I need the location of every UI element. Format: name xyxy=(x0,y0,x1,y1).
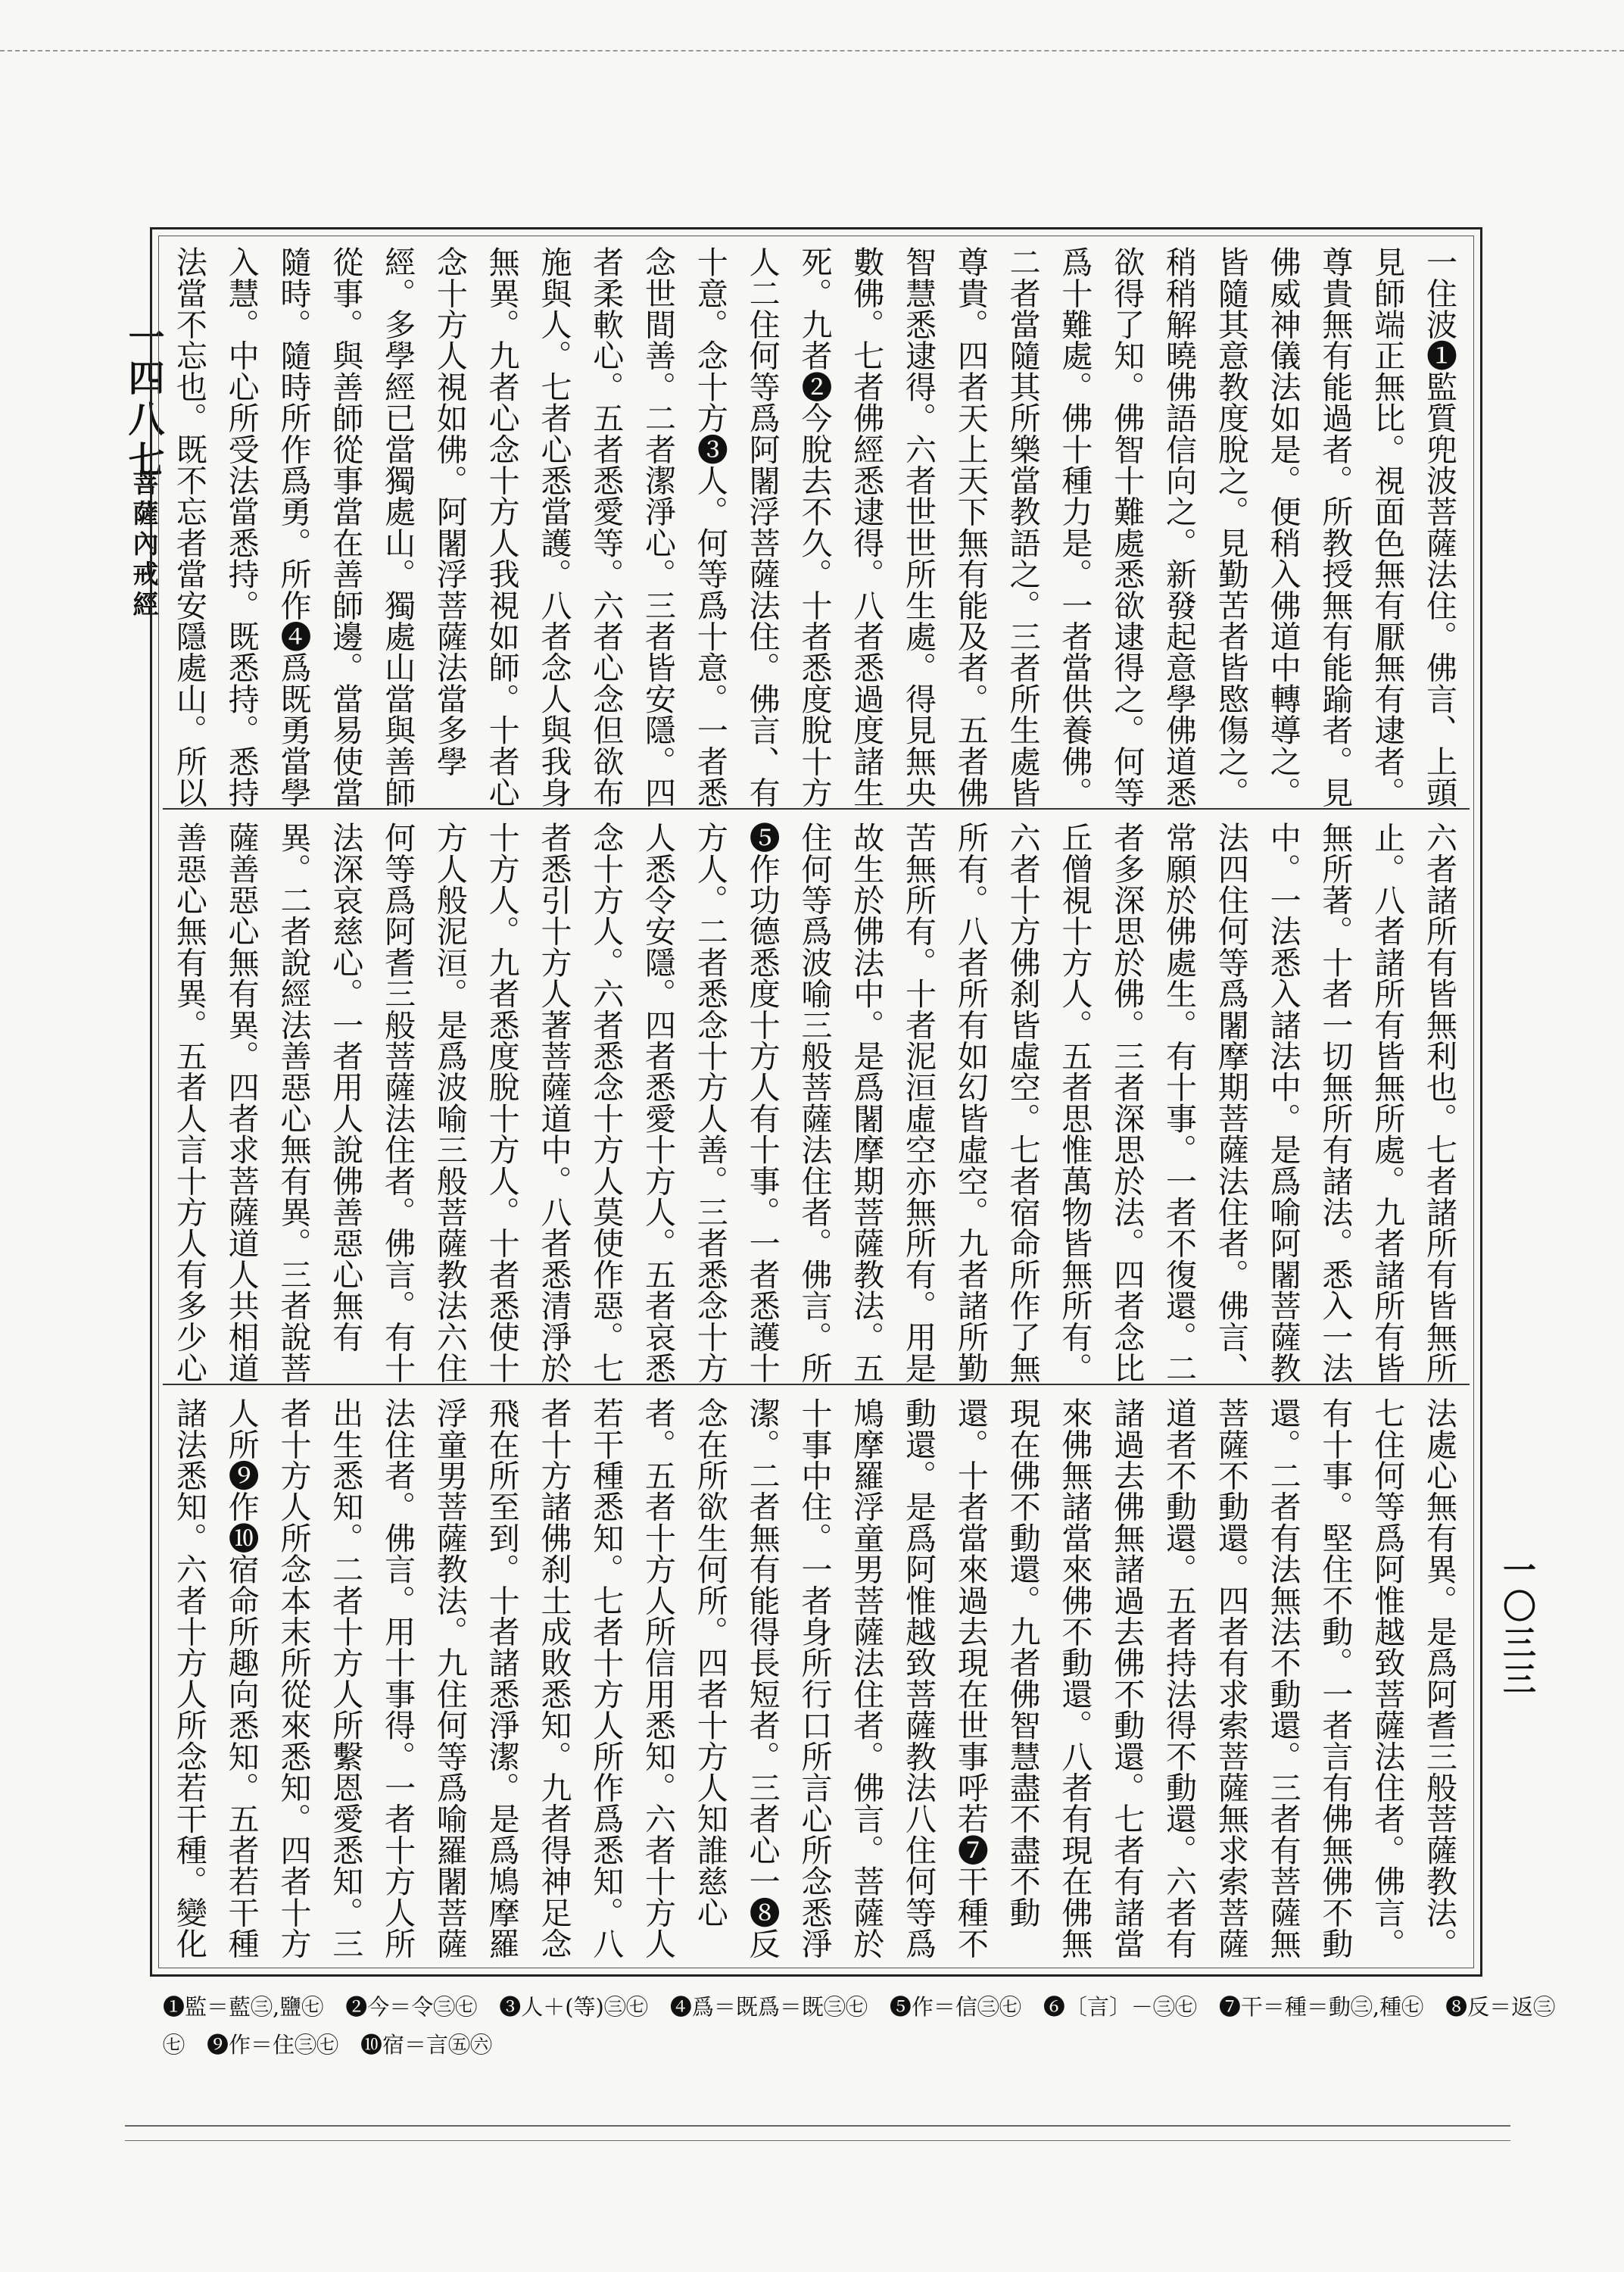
top-dashed-rule xyxy=(0,50,1624,51)
sutra-title: 菩薩內戒經 xyxy=(128,470,158,621)
bottom-rule xyxy=(125,2125,1510,2127)
bottom-rule xyxy=(125,2140,1510,2141)
register-top-text: 一住波❶監質兜波菩薩法住。佛言、上頭見師端正無比。視面色無有厭無有逮者。尊貴無有能過者。所教授無有能踰者。見佛威神儀法如是。便稍入佛道中轉導之。皆隨其意教度脫之。見勤苦者皆愍傷之。稍稍解曉佛語信向之。新發起意學佛道悉欲得了知。佛智十難處悉欲逮得之。何等爲十難處。佛十種力是。一者當供養佛。二者當隨其所樂當教語之。三者所生處皆尊貴。四者天上天下無有能及者。五者佛智慧悉逮得。六者世世所生處。得見無央數佛。七者佛經悉逮得。八者悉過度諸生死。九者❷今脫去不久。十者悉度脫十方人二住何等爲阿闍浮菩薩法住。佛言、有十意。念十方❸人。何等爲十意。一者悉念世間善。二者潔淨心。三者皆安隱。四者柔軟心。五者悉愛等。六者心念但欲布施與人。七者心悉當護。八者念人與我身無異。九者心念十方人我視如師。十者心念十方人視如佛。阿闍浮菩薩法當多學經。多學經已當獨處山。獨處山當與善師從事。與善師從事當在善師邊。當易使當隨時。隨時所作爲勇。所作❹爲既勇當學入慧。中心所受法當悉持。既悉持。悉持法當不忘也。既不忘者當安隱處山。所以 xyxy=(170,246,1457,808)
footnotes xyxy=(163,1988,1556,2064)
footnote-line: ❶監＝藍㊂,鹽㊆ ❷今＝令㊂㊆ ❸人＋(等)㊂㊆ ❹爲＝既爲＝既㊂㊆ ❺作＝信㊂㊆ ❻〔言〕－㊂㊆ ❼干＝種＝動㊂,種㊆ ❽反＝返㊂ xyxy=(163,1994,1556,2020)
register-middle xyxy=(167,814,1465,1393)
page-number: 一四八七 xyxy=(122,318,164,482)
register-middle-text: 六者諸所有皆無利也。七者諸所有皆無所止。八者諸所有皆無所處。九者諸所有皆無所著。十者一切無所有諸法。悉入一法中。一法悉入諸法中。是爲喻阿闍菩薩教法四住何等爲闍摩期菩薩法住者。佛言、常願於佛處生。有十事。一者不復還。二者多深思於佛。三者深思於法。四者念比丘僧視十方人。五者思惟萬物皆無所有。六者十方佛刹皆虛空。七者宿命所作了無所有。八者所有如幻皆虛空。九者諸所勤苦無所有。十者泥洹虛空亦無所有。用是故生於佛法中。是爲闍摩期菩薩教法。五住何等爲波喻三般菩薩法住者。佛言。所❺作功德悉度十方人有十事。一者悉護十方人。二者悉念十方人善。三者悉念十方人悉令安隱。四者悉愛十方人。五者哀悉念十方人。六者悉念十方人莫使作惡。七者悉引十方人著菩薩道中。八者悉清淨於十方人。九者悉度脫十方人。十者悉使十方人般泥洹。是爲波喻三般菩薩教法六住何等爲阿耆三般菩薩法住者。佛言。有十法深哀慈心。一者用人說佛善惡心無有異。二者說經法善惡心無有異。三者說菩薩善惡心無有異。四者求菩薩道人共相道善惡心無有異。五者人言十方人有多少心 xyxy=(170,822,1457,1384)
register-divider xyxy=(163,1384,1470,1385)
register-bottom-text: 法處心無有異。是爲阿耆三般菩薩教法。七住何等爲阿惟越致菩薩法住者。佛言。有十事。堅住不動。一者言有佛無佛不動還。二者有法無法不動還。三者有菩薩無菩薩不動還。四者有求索菩薩無求索菩薩道者不動還。五者持法得不動還。六者有諸過去佛無諸過去佛不動還。七者有諸當來佛無諸當來佛不動還。八者有現在佛無現在佛不動還。九者佛智慧盡不盡不動還。十者當來過去現在世事呼若❼干種不動還。是爲阿惟越致菩薩教法八住何等爲鳩摩羅浮童男菩薩法住者。佛言。菩薩於十事中住。一者身所行口所言心所念悉淨潔。二者無有能得長短者。三者心一❽反念在所欲生何所。四者十方人知誰慈心者。五者十方人所信用悉知。六者十方人若干種悉知。七者十方人所作爲悉知。八者十方諸佛刹土成敗悉知。九者得神足念飛在所至到。十者諸悉淨潔。是爲鳩摩羅浮童男菩薩教法。九住何等爲喻羅闍菩薩法住者。佛言。用十事得。一者十方人所出生悉知。二者十方人所繫恩愛悉知。三者十方人所念本末所從來悉知。四者十方人所❾作❿宿命所趣向悉知。五者若干種諸法悉知。六者十方人所念若干種。變化 xyxy=(170,1397,1457,1959)
register-bottom xyxy=(167,1390,1465,1969)
footnote-line: ㊆ ❾作＝住㊂㊆ ❿宿＝言㊄㊅ xyxy=(163,2032,493,2058)
text-frame xyxy=(150,227,1482,1977)
leaf-number: 一〇三三 xyxy=(1497,1553,1535,1698)
register-divider xyxy=(163,808,1470,810)
register-top xyxy=(167,239,1465,818)
